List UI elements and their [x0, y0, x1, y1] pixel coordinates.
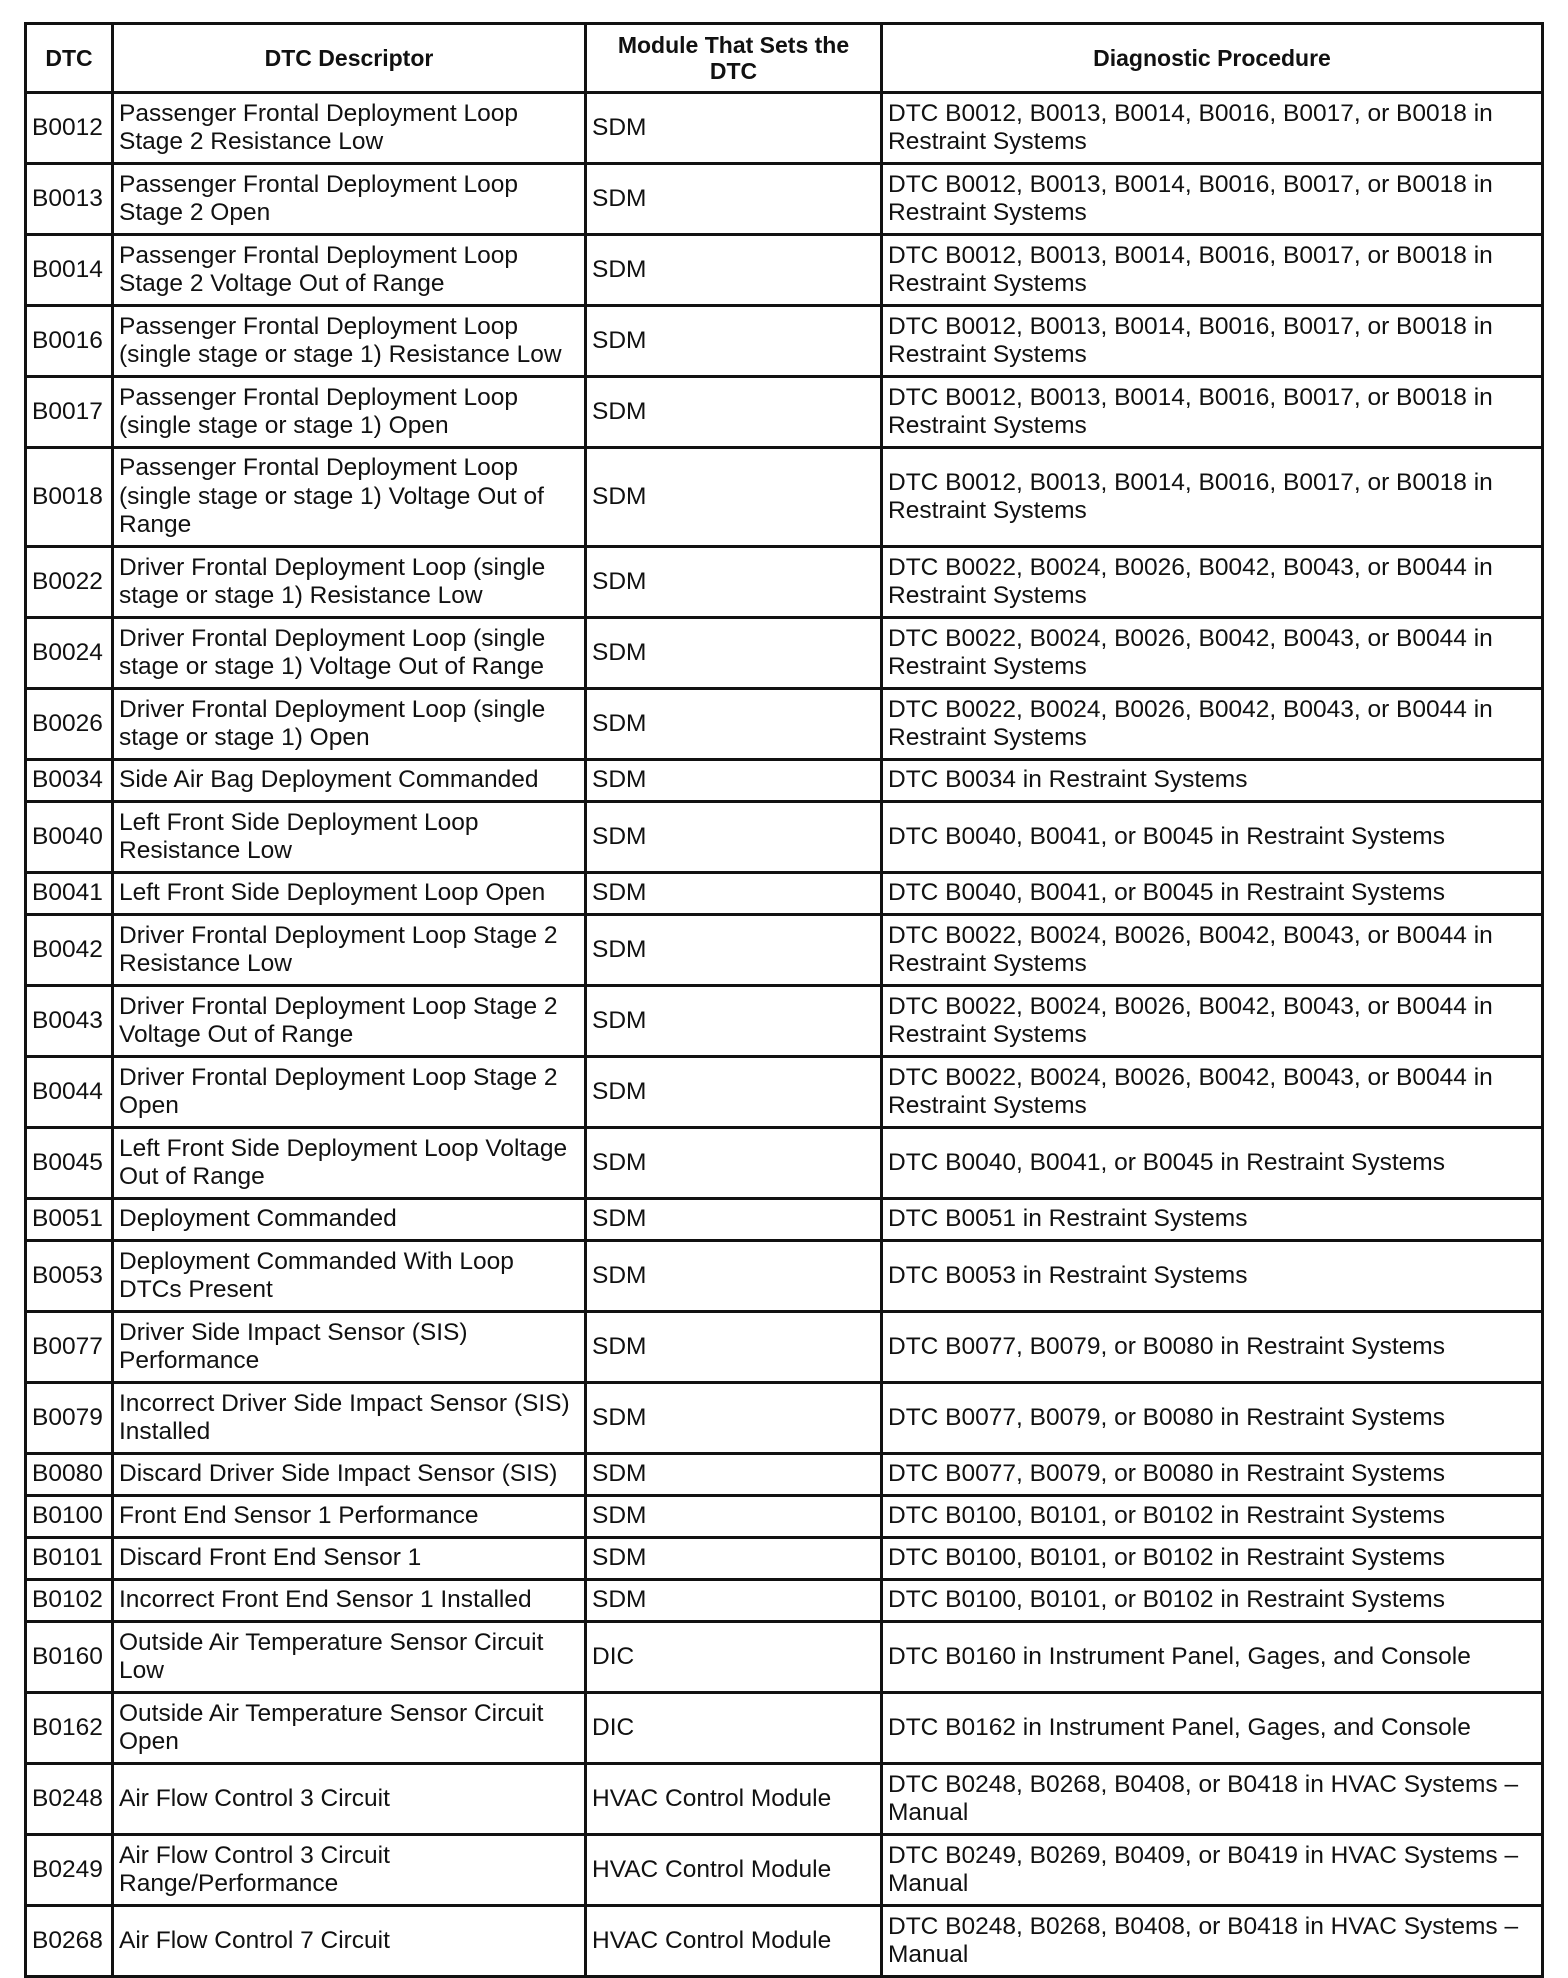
table-row — [26, 915, 1543, 986]
table-row — [26, 1383, 1543, 1454]
dtc-descriptor: Outside Air Temperature Sensor Circuit Low — [113, 1622, 586, 1693]
header-row — [26, 24, 1543, 93]
dtc-code: B0053 — [26, 1241, 113, 1312]
dtc-code: B0034 — [26, 760, 113, 802]
dtc-code: B0012 — [26, 93, 113, 164]
dtc-descriptor: Left Front Side Deployment Loop Voltage Out of Range — [113, 1128, 586, 1199]
table-row — [26, 448, 1543, 547]
dtc-module: SDM — [586, 306, 882, 377]
dtc-descriptor: Outside Air Temperature Sensor Circuit Open — [113, 1693, 586, 1764]
dtc-module: SDM — [586, 760, 882, 802]
header-descriptor: DTC Descriptor — [113, 24, 586, 93]
header-module: Module That Sets the DTC — [586, 24, 882, 93]
dtc-code: B0026 — [26, 689, 113, 760]
dtc-code: B0043 — [26, 986, 113, 1057]
table-row — [26, 547, 1543, 618]
dtc-procedure: DTC B0022, B0024, B0026, B0042, B0043, or B0044 in Restraint Systems — [882, 915, 1543, 986]
dtc-procedure: DTC B0162 in Instrument Panel, Gages, and Console — [882, 1693, 1543, 1764]
dtc-descriptor: Driver Frontal Deployment Loop Stage 2 Resistance Low — [113, 915, 586, 986]
dtc-descriptor: Driver Frontal Deployment Loop (single stage or stage 1) Voltage Out of Range — [113, 618, 586, 689]
dtc-code: B0022 — [26, 547, 113, 618]
dtc-descriptor: Incorrect Driver Side Impact Sensor (SIS) Installed — [113, 1383, 586, 1454]
dtc-code: B0016 — [26, 306, 113, 377]
dtc-descriptor: Incorrect Front End Sensor 1 Installed — [113, 1580, 586, 1622]
table-row — [26, 1538, 1543, 1580]
dtc-descriptor: Passenger Frontal Deployment Loop (single stage or stage 1) Open — [113, 377, 586, 448]
dtc-descriptor: Side Air Bag Deployment Commanded — [113, 760, 586, 802]
table-row — [26, 802, 1543, 873]
dtc-procedure: DTC B0248, B0268, B0408, or B0418 in HVAC Systems – Manual — [882, 1764, 1543, 1835]
dtc-module: SDM — [586, 802, 882, 873]
dtc-procedure: DTC B0034 in Restraint Systems — [882, 760, 1543, 802]
dtc-procedure: DTC B0012, B0013, B0014, B0016, B0017, or B0018 in Restraint Systems — [882, 377, 1543, 448]
dtc-code: B0041 — [26, 873, 113, 915]
dtc-code: B0080 — [26, 1454, 113, 1496]
table-row — [26, 1906, 1543, 1977]
dtc-code: B0018 — [26, 448, 113, 547]
dtc-module: SDM — [586, 1199, 882, 1241]
table-row — [26, 1622, 1543, 1693]
dtc-descriptor: Passenger Frontal Deployment Loop Stage 2 Resistance Low — [113, 93, 586, 164]
table-row — [26, 1693, 1543, 1764]
dtc-code: B0044 — [26, 1057, 113, 1128]
dtc-module: SDM — [586, 1312, 882, 1383]
dtc-module: HVAC Control Module — [586, 1906, 882, 1977]
table-row — [26, 1312, 1543, 1383]
dtc-module: SDM — [586, 235, 882, 306]
table-row — [26, 689, 1543, 760]
dtc-descriptor: Air Flow Control 3 Circuit Range/Performance — [113, 1835, 586, 1906]
dtc-procedure: DTC B0012, B0013, B0014, B0016, B0017, or B0018 in Restraint Systems — [882, 164, 1543, 235]
header-procedure: Diagnostic Procedure — [882, 24, 1543, 93]
dtc-descriptor: Driver Side Impact Sensor (SIS) Performance — [113, 1312, 586, 1383]
dtc-procedure: DTC B0040, B0041, or B0045 in Restraint Systems — [882, 1128, 1543, 1199]
dtc-code: B0102 — [26, 1580, 113, 1622]
dtc-descriptor: Air Flow Control 3 Circuit — [113, 1764, 586, 1835]
dtc-descriptor: Passenger Frontal Deployment Loop (single stage or stage 1) Voltage Out of Range — [113, 448, 586, 547]
dtc-descriptor: Driver Frontal Deployment Loop (single stage or stage 1) Open — [113, 689, 586, 760]
dtc-code: B0079 — [26, 1383, 113, 1454]
dtc-code: B0101 — [26, 1538, 113, 1580]
dtc-module: HVAC Control Module — [586, 1835, 882, 1906]
dtc-code: B0040 — [26, 802, 113, 873]
dtc-procedure: DTC B0012, B0013, B0014, B0016, B0017, or B0018 in Restraint Systems — [882, 306, 1543, 377]
dtc-procedure: DTC B0100, B0101, or B0102 in Restraint Systems — [882, 1538, 1543, 1580]
dtc-table — [24, 22, 1544, 1978]
dtc-procedure: DTC B0040, B0041, or B0045 in Restraint Systems — [882, 873, 1543, 915]
dtc-module: DIC — [586, 1693, 882, 1764]
dtc-code: B0162 — [26, 1693, 113, 1764]
dtc-module: SDM — [586, 915, 882, 986]
dtc-module: SDM — [586, 164, 882, 235]
dtc-module: SDM — [586, 1128, 882, 1199]
dtc-code: B0077 — [26, 1312, 113, 1383]
dtc-procedure: DTC B0012, B0013, B0014, B0016, B0017, or B0018 in Restraint Systems — [882, 448, 1543, 547]
table-row — [26, 235, 1543, 306]
dtc-module: SDM — [586, 93, 882, 164]
dtc-module: SDM — [586, 547, 882, 618]
dtc-procedure: DTC B0022, B0024, B0026, B0042, B0043, or B0044 in Restraint Systems — [882, 618, 1543, 689]
dtc-code: B0100 — [26, 1496, 113, 1538]
dtc-procedure: DTC B0249, B0269, B0409, or B0419 in HVAC Systems – Manual — [882, 1835, 1543, 1906]
dtc-module: SDM — [586, 448, 882, 547]
dtc-procedure: DTC B0051 in Restraint Systems — [882, 1199, 1543, 1241]
dtc-procedure: DTC B0100, B0101, or B0102 in Restraint Systems — [882, 1496, 1543, 1538]
dtc-descriptor: Driver Frontal Deployment Loop (single stage or stage 1) Resistance Low — [113, 547, 586, 618]
dtc-module: DIC — [586, 1622, 882, 1693]
dtc-module: SDM — [586, 1580, 882, 1622]
dtc-code: B0051 — [26, 1199, 113, 1241]
dtc-descriptor: Driver Frontal Deployment Loop Stage 2 Open — [113, 1057, 586, 1128]
dtc-module: SDM — [586, 1383, 882, 1454]
dtc-code: B0042 — [26, 915, 113, 986]
dtc-code: B0249 — [26, 1835, 113, 1906]
dtc-procedure: DTC B0248, B0268, B0408, or B0418 in HVAC Systems – Manual — [882, 1906, 1543, 1977]
dtc-procedure: DTC B0022, B0024, B0026, B0042, B0043, or B0044 in Restraint Systems — [882, 547, 1543, 618]
dtc-code: B0017 — [26, 377, 113, 448]
dtc-module: SDM — [586, 377, 882, 448]
table-row — [26, 1580, 1543, 1622]
dtc-descriptor: Deployment Commanded — [113, 1199, 586, 1241]
dtc-procedure: DTC B0077, B0079, or B0080 in Restraint Systems — [882, 1383, 1543, 1454]
table-row — [26, 1241, 1543, 1312]
dtc-procedure: DTC B0077, B0079, or B0080 in Restraint Systems — [882, 1454, 1543, 1496]
dtc-descriptor: Discard Driver Side Impact Sensor (SIS) — [113, 1454, 586, 1496]
dtc-module: SDM — [586, 1241, 882, 1312]
table-row — [26, 1057, 1543, 1128]
dtc-module: SDM — [586, 1057, 882, 1128]
dtc-procedure: DTC B0100, B0101, or B0102 in Restraint Systems — [882, 1580, 1543, 1622]
table-row — [26, 377, 1543, 448]
dtc-module: SDM — [586, 618, 882, 689]
table-row — [26, 306, 1543, 377]
dtc-procedure: DTC B0022, B0024, B0026, B0042, B0043, or B0044 in Restraint Systems — [882, 1057, 1543, 1128]
dtc-code: B0045 — [26, 1128, 113, 1199]
table-row — [26, 1128, 1543, 1199]
dtc-code: B0024 — [26, 618, 113, 689]
dtc-procedure: DTC B0022, B0024, B0026, B0042, B0043, or B0044 in Restraint Systems — [882, 689, 1543, 760]
dtc-code: B0268 — [26, 1906, 113, 1977]
dtc-procedure: DTC B0012, B0013, B0014, B0016, B0017, or B0018 in Restraint Systems — [882, 235, 1543, 306]
dtc-descriptor: Driver Frontal Deployment Loop Stage 2 Voltage Out of Range — [113, 986, 586, 1057]
dtc-code: B0248 — [26, 1764, 113, 1835]
dtc-procedure: DTC B0053 in Restraint Systems — [882, 1241, 1543, 1312]
dtc-procedure: DTC B0160 in Instrument Panel, Gages, and Console — [882, 1622, 1543, 1693]
header-dtc: DTC — [26, 24, 113, 93]
dtc-procedure: DTC B0077, B0079, or B0080 in Restraint Systems — [882, 1312, 1543, 1383]
dtc-code: B0160 — [26, 1622, 113, 1693]
dtc-descriptor: Passenger Frontal Deployment Loop (single stage or stage 1) Resistance Low — [113, 306, 586, 377]
table-row — [26, 93, 1543, 164]
dtc-descriptor: Passenger Frontal Deployment Loop Stage 2 Open — [113, 164, 586, 235]
table-row — [26, 986, 1543, 1057]
table-row — [26, 1199, 1543, 1241]
dtc-descriptor: Left Front Side Deployment Loop Resistance Low — [113, 802, 586, 873]
dtc-descriptor: Air Flow Control 7 Circuit — [113, 1906, 586, 1977]
dtc-code: B0013 — [26, 164, 113, 235]
dtc-module: SDM — [586, 1496, 882, 1538]
table-row — [26, 1454, 1543, 1496]
dtc-descriptor: Passenger Frontal Deployment Loop Stage 2 Voltage Out of Range — [113, 235, 586, 306]
dtc-procedure: DTC B0022, B0024, B0026, B0042, B0043, or B0044 in Restraint Systems — [882, 986, 1543, 1057]
dtc-module: SDM — [586, 873, 882, 915]
table-row — [26, 873, 1543, 915]
dtc-procedure: DTC B0012, B0013, B0014, B0016, B0017, or B0018 in Restraint Systems — [882, 93, 1543, 164]
dtc-module: SDM — [586, 1454, 882, 1496]
dtc-descriptor: Deployment Commanded With Loop DTCs Present — [113, 1241, 586, 1312]
dtc-procedure: DTC B0040, B0041, or B0045 in Restraint Systems — [882, 802, 1543, 873]
table-row — [26, 1496, 1543, 1538]
table-row — [26, 164, 1543, 235]
table-row — [26, 760, 1543, 802]
table-row — [26, 1764, 1543, 1835]
dtc-module: SDM — [586, 1538, 882, 1580]
dtc-descriptor: Discard Front End Sensor 1 — [113, 1538, 586, 1580]
table-row — [26, 1835, 1543, 1906]
dtc-module: SDM — [586, 986, 882, 1057]
dtc-descriptor: Left Front Side Deployment Loop Open — [113, 873, 586, 915]
dtc-module: SDM — [586, 689, 882, 760]
dtc-code: B0014 — [26, 235, 113, 306]
table-row — [26, 618, 1543, 689]
dtc-module: HVAC Control Module — [586, 1764, 882, 1835]
dtc-descriptor: Front End Sensor 1 Performance — [113, 1496, 586, 1538]
